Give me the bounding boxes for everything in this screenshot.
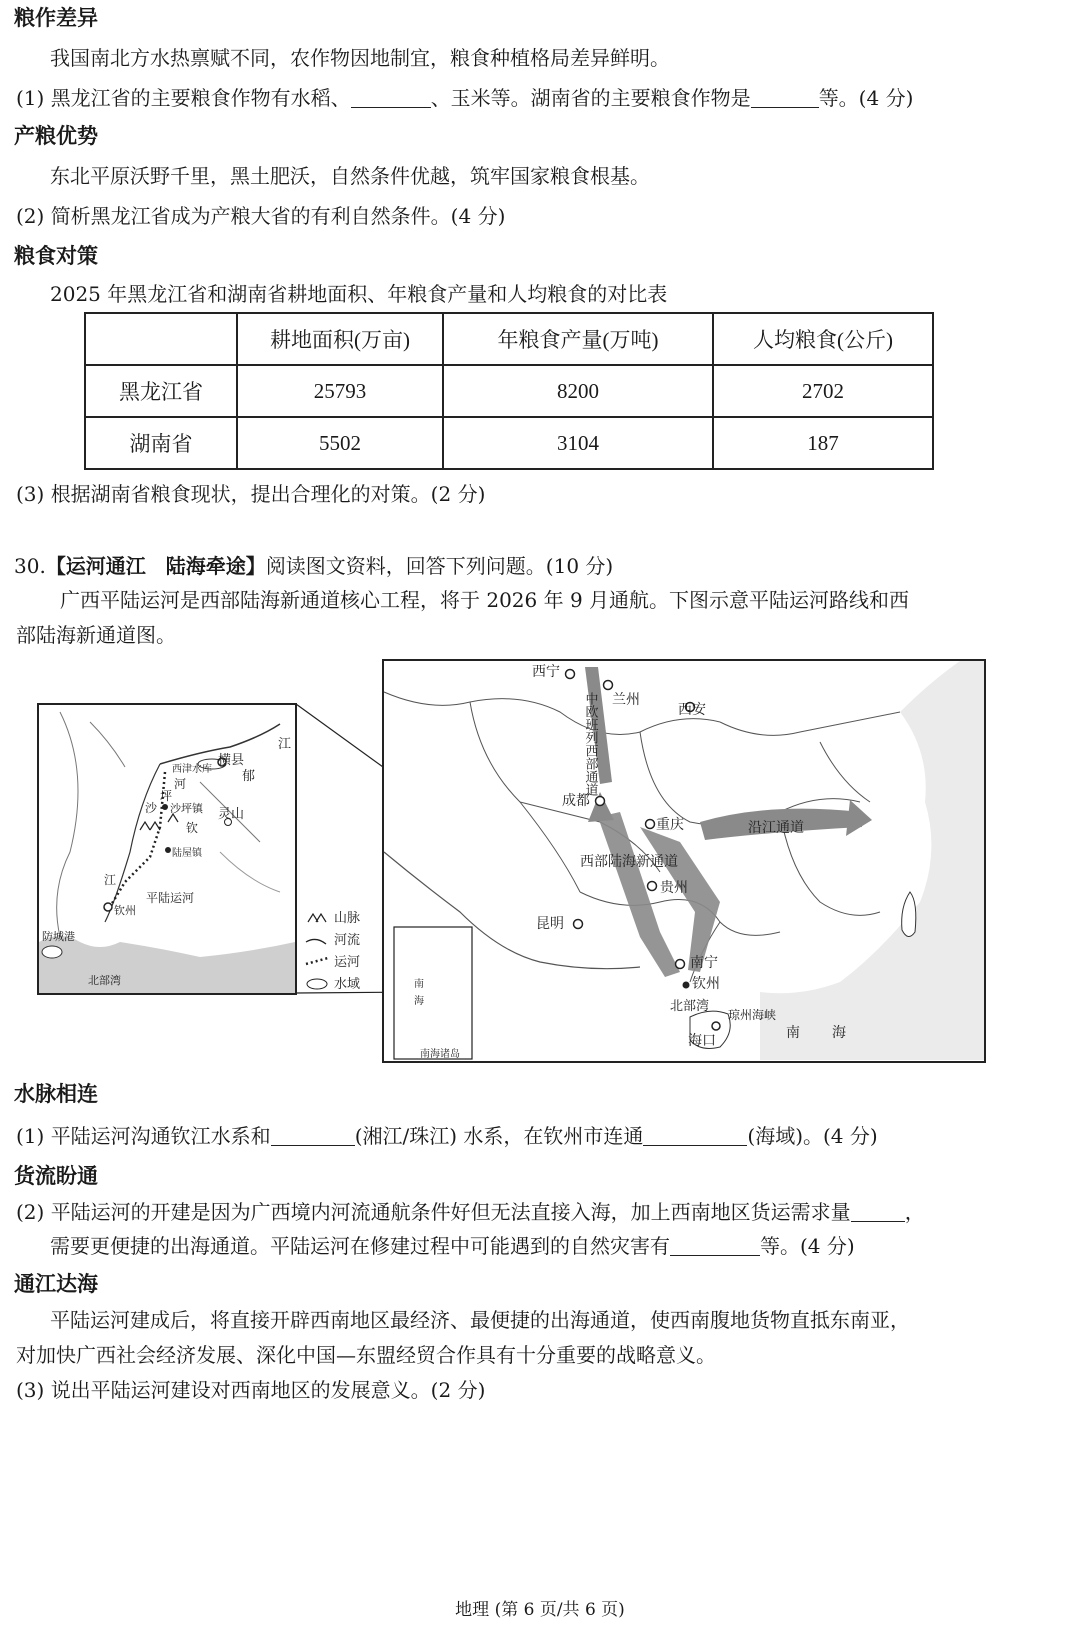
question-text: (湘江/珠江) 水系，在钦州市连通 — [354, 1124, 644, 1148]
comparison-table — [84, 312, 934, 470]
main-map — [383, 660, 985, 1062]
table-cell: 3104 — [443, 417, 713, 469]
table-cell: 187 — [713, 417, 933, 469]
map-label: 贵州 — [660, 880, 688, 896]
table-header-cell: 年粮食产量(万吨) — [443, 313, 713, 365]
question-text: (海域)。(4 分) — [747, 1124, 878, 1148]
mountain-icon — [308, 914, 326, 922]
map-label: 郁 — [242, 769, 256, 784]
map-label: 成都 — [562, 793, 590, 809]
map-label: 沿江通道 — [748, 820, 804, 836]
legend-label: 河流 — [334, 933, 361, 948]
answer-blank[interactable] — [751, 87, 819, 108]
canal-icon — [306, 958, 328, 964]
map-label: 江 — [278, 737, 292, 752]
map-label: 北部湾 — [670, 999, 710, 1014]
legend-label: 水域 — [334, 977, 361, 992]
map-label: 海 — [832, 1025, 846, 1041]
table-cell: 黑龙江省 — [85, 365, 237, 417]
map-label: 南 — [414, 979, 424, 990]
question-number: 30. — [14, 554, 46, 578]
answer-blank[interactable] — [851, 1201, 905, 1222]
answer-blank[interactable] — [670, 1235, 760, 1256]
section-intro: 平陆运河建成后，将直接开辟西南地区最经济、最便捷的出海通道，使西南腹地货物直抵东南亚， — [50, 1308, 910, 1332]
map-label: 西津水库 — [172, 764, 212, 775]
map-label: 海口 — [688, 1033, 716, 1049]
section-heading-cargo: 货流盼通 — [14, 1164, 98, 1188]
map-label: 坪 — [160, 789, 173, 803]
map-label: 琼州海峡 — [728, 1008, 777, 1022]
map-label: 昆明 — [536, 916, 564, 932]
table-row — [85, 365, 933, 417]
legend-label: 山脉 — [334, 911, 361, 926]
map-label: 防城港 — [42, 930, 75, 943]
map-label: 南宁 — [690, 955, 718, 971]
question-3: (3) 根据湖南省粮食现状，提出合理化的对策。(2 分) — [16, 482, 486, 506]
map-label: 海 — [414, 996, 424, 1007]
table-header-cell: 人均粮食(公斤) — [713, 313, 933, 365]
map-figure — [0, 652, 1080, 1072]
question-2: (2) 简析黑龙江省成为产粮大省的有利自然条件。(4 分) — [16, 204, 506, 228]
question-30-1 — [16, 1120, 878, 1149]
answer-blank[interactable] — [271, 1125, 355, 1146]
question-30-intro-line1: 广西平陆运河是西部陆海新通道核心工程，将于 2026 年 9 月通航。下图示意平陆运河路线和西 — [60, 588, 910, 612]
question-text: (1) 平陆运河沟通钦江水系和 — [16, 1124, 271, 1148]
map-label: 钦州 — [114, 904, 136, 917]
question-text: (2) 平陆运河的开建是因为广西境内河流通航条件好但无法直接入海，加上西南地区货运需求量 — [16, 1200, 851, 1224]
table-cell: 25793 — [237, 365, 443, 417]
question-text: 等。(4 分) — [760, 1234, 855, 1258]
map-label: 重庆 — [656, 817, 684, 833]
question-title: 【运河通江 陆海牵途】 — [45, 554, 266, 578]
table-cell: 5502 — [237, 417, 443, 469]
section-heading-grain-advantage: 产粮优势 — [14, 124, 98, 148]
map-label: 西安 — [678, 702, 706, 718]
section-intro: 我国南北方水热禀赋不同，农作物因地制宜，粮食种植格局差异鲜明。 — [50, 46, 670, 70]
map-label: 河 — [174, 777, 187, 791]
map-label: 江 — [104, 873, 117, 887]
table-cell: 8200 — [443, 365, 713, 417]
page-footer: 地理 (第 6 页/共 6 页) — [455, 1600, 625, 1620]
question-text: 、玉米等。湖南省的主要粮食作物是 — [430, 86, 751, 110]
section-heading-grain-policy: 粮食对策 — [14, 244, 98, 268]
map-label: 钦州 — [692, 976, 720, 992]
table-header-row — [85, 313, 933, 365]
question-text: (1) 黑龙江省的主要粮食作物有水稻、 — [16, 86, 351, 110]
map-label: 南 — [786, 1025, 800, 1041]
map-label: 西部陆海新通道 — [580, 854, 678, 870]
map-label: 北部湾 — [88, 974, 121, 987]
question-text: ， — [904, 1200, 925, 1224]
question-30-2-line1 — [16, 1196, 925, 1225]
inset-map — [38, 704, 296, 994]
table-cell: 湖南省 — [85, 417, 237, 469]
table-title: 2025 年黑龙江省和湖南省耕地面积、年粮食产量和人均粮食的对比表 — [50, 282, 668, 306]
map-label: 西宁 — [532, 664, 560, 680]
section-heading-to-sea: 通江达海 — [14, 1272, 98, 1296]
map-label: 沙坪镇 — [170, 802, 203, 815]
question-instruction: 阅读图文资料，回答下列问题。(10 分) — [265, 554, 614, 578]
section-intro: 对加快广西社会经济发展、深化中国—东盟经贸合作具有十分重要的战略意义。 — [16, 1343, 716, 1367]
river-icon — [306, 939, 326, 944]
map-legend — [306, 911, 360, 992]
table-header-cell: 耕地面积(万亩) — [237, 313, 443, 365]
question-text: 需要更便捷的出海通道。平陆运河在修建过程中可能遇到的自然灾害有 — [50, 1234, 670, 1258]
question-1 — [16, 82, 913, 111]
map-label: 灵山 — [218, 807, 245, 822]
question-30-intro-line2: 部陆海新通道图。 — [16, 623, 176, 647]
map-label: 中欧班列西部通道 — [582, 692, 598, 796]
question-30-2-line2 — [50, 1230, 855, 1259]
answer-blank[interactable] — [643, 1125, 747, 1146]
map-label: 兰州 — [612, 692, 640, 708]
map-label: 沙 — [145, 801, 158, 815]
question-30-3: (3) 说出平陆运河建设对西南地区的发展意义。(2 分) — [16, 1378, 486, 1402]
map-label: 陆屋镇 — [172, 848, 202, 859]
map-label: 横县 — [218, 753, 245, 768]
map-label: 钦 — [186, 821, 199, 835]
answer-blank[interactable] — [351, 87, 431, 108]
legend-label: 运河 — [334, 955, 361, 970]
section-heading-crop-difference: 粮作差异 — [14, 6, 98, 30]
question-text: 等。(4 分) — [818, 86, 914, 110]
table-row — [85, 417, 933, 469]
table-cell: 2702 — [713, 365, 933, 417]
map-label: 平陆运河 — [146, 891, 195, 905]
question-30-header — [14, 550, 613, 579]
water-icon — [307, 979, 327, 989]
table-header-cell — [85, 313, 237, 365]
map-label: 南海诸岛 — [420, 1049, 460, 1060]
section-heading-water-link: 水脉相连 — [14, 1082, 98, 1106]
section-intro: 东北平原沃野千里，黑土肥沃，自然条件优越，筑牢国家粮食根基。 — [50, 164, 650, 188]
